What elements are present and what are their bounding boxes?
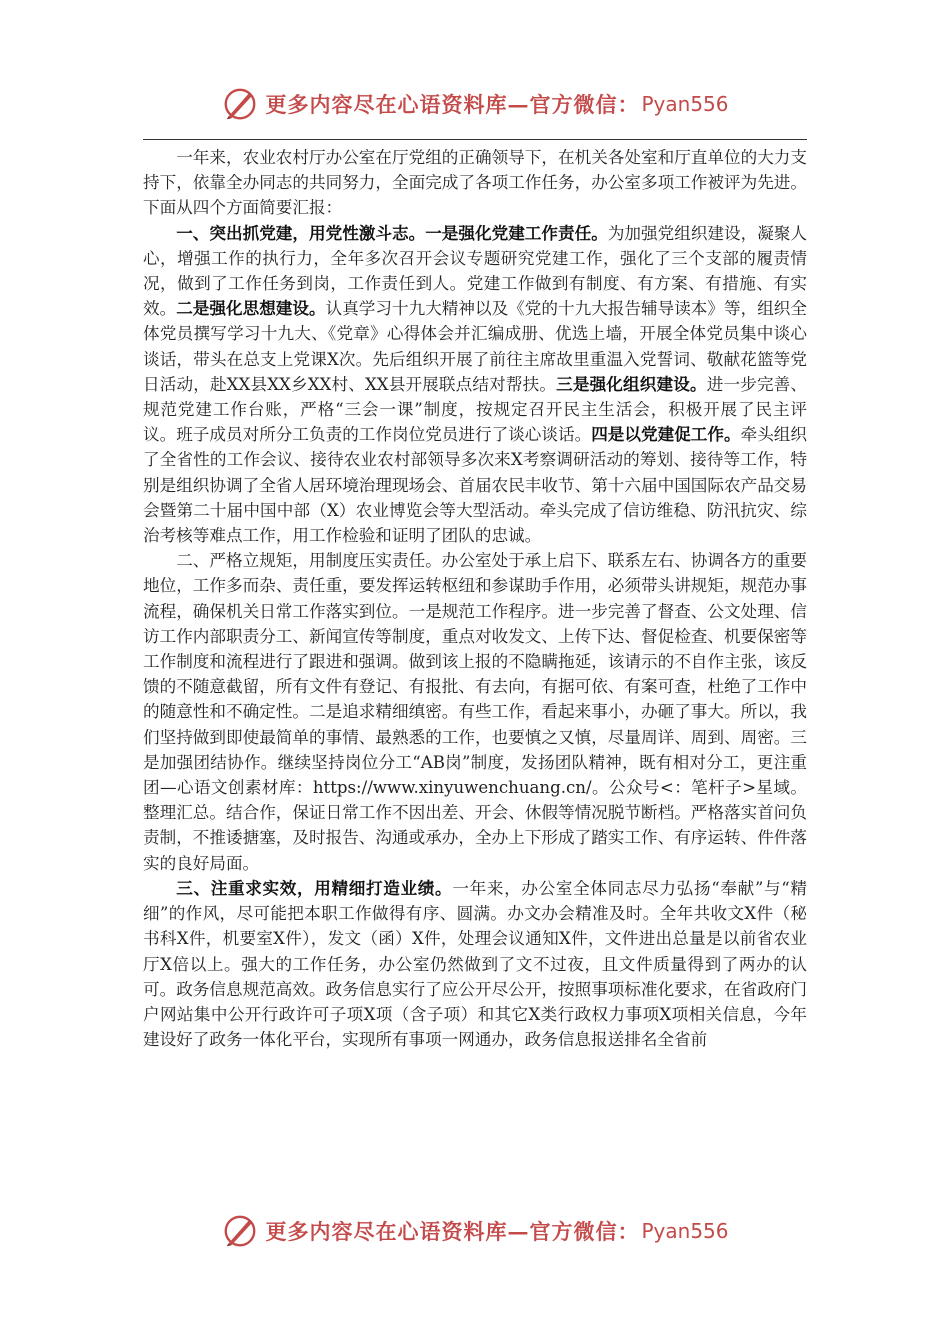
section-party-building bbox=[143, 221, 807, 549]
point-two-text: 认真学习十九大精神以及《党的十九大报告辅导读本》等，组织全体党员撰写学习十九大、《党章》心得体会并汇编成册、优选上墙，开展全体党员集中谈心谈话，带头在总支上党课X次。先后组织开展了前往主席故里重温入党誓词、敬献花篮等党日活动，赴XX县XX乡XX村、XX县开展联点结对帮扶。 bbox=[143, 299, 808, 394]
header-watermark-id: Pyan556 bbox=[641, 92, 729, 116]
footer-watermark-id: Pyan556 bbox=[641, 1219, 729, 1243]
point-three-text: 进一步完善、规范党建工作台账，严格“三会一课”制度，按规定召开民主生活会，积极开展了民主评议。班子成员对所分工负责的工作岗位党员进行了谈心谈话。 bbox=[143, 374, 808, 445]
point-one-text: 为加强党组织建设，凝聚人心，增强工作的执行力，全年多次召开会议专题研究党建工作，强化了三个支部的履责情况，做到了工作任务到岗，工作责任到人。党建工作做到有制度、有方案、有措施、有实效。 bbox=[143, 223, 808, 319]
pen-logo-icon bbox=[221, 85, 259, 123]
section-three-heading: 三、注重求实效，用精细打造业绩。 bbox=[176, 877, 453, 898]
footer-watermark-text: 更多内容尽在心语资料库—官方微信： bbox=[265, 1219, 640, 1244]
footer-watermark bbox=[0, 1209, 950, 1253]
header-watermark-text: 更多内容尽在心语资料库—官方微信： bbox=[265, 92, 640, 117]
point-four-heading: 四是以党建促工作。 bbox=[591, 424, 741, 445]
point-one-heading: 一是强化党建工作责任。 bbox=[425, 222, 608, 243]
point-four-text: 牵头组织了全省性的工作会议、接待农业农村部领导多次来X考察调研活动的筹划、接待等工作，特别是组织协调了全省人居环境治理现场会、首届农民丰收节、第十六届中国国际农产品交易会暨第二十届中国中部（X）农业博览会等大型活动。牵头完成了信访维稳、防汛抗灾、综治考核等难点工作，用工作检验和证明了团队的忠诚。 bbox=[143, 425, 808, 546]
header-watermark bbox=[0, 82, 950, 126]
point-three-heading: 三是强化组织建设。 bbox=[556, 373, 707, 394]
section-three-text: 一年来，办公室全体同志尽力弘扬“奉献”与“精细”的作风，尽可能把本职工作做得有序、圆满。办文办会精准及时。全年共收文X件（秘书科X件，机要室X件），发文（函）X件，处理会议通知X件，文件进出总量是以前省农业厅X倍以上。强大的工作任务，办公室仍然做到了文不过夜，且文件质量得到了两办的认可。政务信息规范高效。政务信息实行了应公开尽公开，按照事项标准化要求，在省政府门户网站集中公开行政许可子项X项（含子项）和其它X类行政权力事项X项相关信息，今年建设好了政务一体化平台，实现所有事项一网通办，政务信息报送排名全省前 bbox=[143, 878, 808, 1050]
section-one-heading: 一、突出抓党建，用党性激斗志。 bbox=[176, 222, 426, 243]
pen-logo-icon bbox=[221, 1212, 259, 1250]
intro-paragraph: 一年来，农业农村厅办公室在厅党组的正确领导下，在机关各处室和厅直单位的大力支持下，依靠全办同志的共同努力，全面完成了各项工作任务，办公室多项工作被评为先进。下面从四个方面简要汇报： bbox=[143, 148, 807, 218]
section-results bbox=[143, 876, 807, 1052]
header-divider bbox=[143, 139, 807, 140]
section-rules: 二、严格立规矩，用制度压实责任。办公室处于承上启下、联系左右、协调各方的重要地位，工作多而杂、责任重，要发挥运转枢纽和参谋助手作用，必须带头讲规矩，规范办事流程，确保机关日常工作落实到位。一是规范工作程序。进一步完善了督查、公文处理、信访工作内部职责分工、新闻宣传等制度，重点对收发文、上传下达、督促检查、机要保密等工作制度和流程进行了跟进和强调。做到该上报的不隐瞒拖延，该请示的不自作主张，该反馈的不随意截留，所有文件有登记、有报批、有去向，有据可依、有案可查，杜绝了工作中的随意性和不确定性。二是追求精细缜密。有些工作，看起来事小，办砸了事大。所以，我们坚持做到即使最简单的事情、最熟悉的工作，也要慎之又慎，尽量周详、周到、周密。三是加强团结协作。继续坚持岗位分工“AB岗”制度，发扬团队精神，既有相对分工，更注重团—心语文创素材库：https://www.xinyuwenchuang.cn/。公众号<：笔杆子>星域。整理汇总。结合作，保证日常工作不因出差、开会、休假等情况脱节断档。严格落实首问负责制，不推诿搪塞，及时报告、沟通或承办，全办上下形成了踏实工作、有序运转、件件落实的良好局面。 bbox=[143, 551, 807, 873]
point-two-heading: 二是强化思想建设。 bbox=[176, 298, 326, 319]
document-body bbox=[143, 145, 807, 1052]
